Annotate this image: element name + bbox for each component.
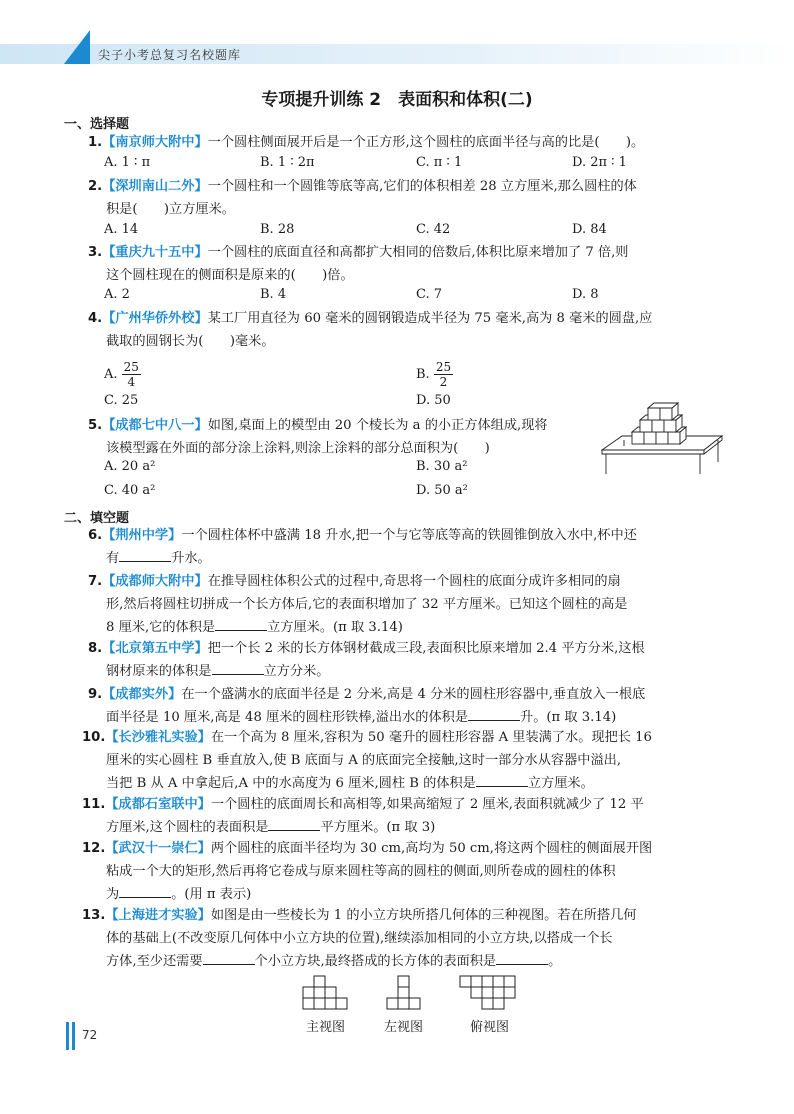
option-d[interactable]: D. 8 — [572, 287, 599, 302]
cube-table-figure — [596, 402, 726, 478]
answer-blank[interactable] — [215, 616, 267, 631]
answer-blank[interactable] — [119, 883, 171, 898]
front-view-label: 主视图 — [306, 1020, 346, 1035]
option-d[interactable]: D. 2π ∶ 1 — [572, 155, 627, 170]
section-choice-heading: 一、选择题 — [64, 117, 130, 132]
header-triangle-decoration — [64, 30, 90, 64]
question-2: 2.【深圳南山二外】一个圆柱和一个圆锥等底等高,它们的体积相差 28 立方厘米,那么圆柱的体 积是( )立方厘米。 — [88, 179, 637, 217]
option-c[interactable]: C. 42 — [416, 222, 451, 237]
fraction: $\frac{25}{4}$ — [123, 360, 139, 389]
option-d[interactable]: D. 50 — [416, 393, 451, 408]
page-title: 专项提升训练 2 表面积和体积(二) — [261, 90, 533, 110]
top-view-figure — [458, 974, 522, 1012]
answer-blank[interactable] — [203, 950, 255, 965]
series-name: 尖子小考总复习名校题库 — [98, 48, 242, 62]
option-a[interactable]: A. 2 — [104, 287, 130, 302]
fraction: $\frac{25}{2}$ — [435, 360, 452, 389]
option-c[interactable]: C. 25 — [104, 393, 139, 408]
left-view-label: 左视图 — [384, 1020, 424, 1035]
option-a[interactable]: A. $\frac{25}{4}$ — [104, 360, 139, 389]
option-a[interactable]: A. 20 a² — [104, 459, 156, 474]
question-1: 1.【南京师大附中】一个圆柱侧面展开后是一个正方形,这个圆柱的底面半径与高的比是( )。 — [88, 135, 645, 150]
answer-blank[interactable] — [119, 547, 171, 562]
option-b[interactable]: B. 30 a² — [416, 459, 468, 474]
option-c[interactable]: C. 40 a² — [104, 483, 156, 498]
question-10: 10.【长沙雅礼实验】在一个高为 8 厘米,容积为 50 毫升的圆柱形容器 A 里装满了水。现把长 16 厘米的实心圆柱 B 垂直放入,使 B 底面与 A 的底面完全接触,这时一部分水从容器中溢出, 当把 B 从 A 中拿起后,A 中的水高度为 6 厘米,圆柱 B 的体积是 立方厘米。 — [82, 730, 652, 791]
page-number: 72 — [82, 1028, 98, 1042]
option-b[interactable]: B. $\frac{25}{2}$ — [416, 360, 452, 389]
option-b[interactable]: B. 28 — [260, 222, 295, 237]
options-5-cd — [104, 483, 744, 505]
left-view-figure — [386, 974, 426, 1012]
option-c[interactable]: C. π ∶ 1 — [416, 155, 463, 170]
option-b[interactable]: B. 4 — [260, 287, 287, 302]
options-4-ab — [104, 352, 744, 389]
question-11: 11.【成都石室联中】一个圆柱的底面周长和高相等,如果高缩短了 2 厘米,表面积就减少了 12 平 方厘米,这个圆柱的表面积是 平方厘米。(π 取 3) — [82, 797, 644, 835]
option-a[interactable]: A. 14 — [104, 222, 139, 237]
question-4: 4.【广州华侨外校】某工厂用直径为 60 毫米的圆钢锻造成半径为 75 毫米,高为 8 毫米的圆盘,应 截取的圆钢长为( )毫米。 — [88, 311, 653, 349]
option-a[interactable]: A. 1 ∶ π — [104, 155, 151, 170]
front-view-figure — [298, 974, 360, 1012]
answer-blank[interactable] — [476, 772, 528, 787]
section-fill-heading: 二、填空题 — [64, 511, 130, 526]
top-view-label: 俯视图 — [470, 1020, 510, 1035]
question-5: 5.【成都七中八一】如图,桌面上的模型由 20 个棱长为 a 的小正方体组成,现将 该模型露在外面的部分涂上涂料,则涂上涂料的部分总面积为( ) — [88, 418, 548, 456]
question-6: 6.【荆州中学】一个圆柱体杯中盛满 18 升水,把一个与它等底等高的铁圆锥倒放入水中,杯中还 有 升水。 — [88, 528, 637, 566]
options-1 — [104, 155, 744, 177]
answer-blank[interactable] — [212, 660, 264, 675]
cube-stack — [632, 403, 686, 444]
answer-blank[interactable] — [268, 816, 320, 831]
answer-blank[interactable] — [496, 950, 548, 965]
question-7: 7.【成都师大附中】在推导圆柱体积公式的过程中,奇思将一个圆柱的底面分成许多相同的扇 形,然后将圆柱切拼成一个长方体后,它的表面积增加了 32 平方厘米。已知这个圆柱的高是 8 厘米,它的体积是 立方厘米。(π 取 3.14) — [88, 574, 628, 635]
question-8: 8.【北京第五中学】把一个长 2 米的长方体钢材截成三段,表面积比原来增加 2.4 平方分米,这根 钢材原来的体积是 立方分米。 — [88, 641, 645, 679]
question-12: 12.【武汉十一崇仁】两个圆柱的底面半径均为 30 cm,高均为 50 cm,将这两个圆柱的侧面展开图 粘成一个大的矩形,然后再将它卷成与原来圆柱等高的圆柱的侧面,则所卷成的圆柱的体积 为 。(用 π 表示) — [82, 841, 653, 902]
question-9: 9.【成都实外】在一个盛满水的底面半径是 2 分米,高是 4 分米的圆柱形容器中,垂直放入一根底 面半径是 10 厘米,高是 48 厘米的圆柱形铁棒,溢出水的体积是 升。(π 取 3.14) — [88, 687, 646, 725]
option-d[interactable]: D. 50 a² — [416, 483, 468, 498]
question-3: 3.【重庆九十五中】一个圆柱的底面直径和高都扩大相同的倍数后,体积比原来增加了 7 倍,则 这个圆柱现在的侧面积是原来的( )倍。 — [88, 245, 629, 283]
option-d[interactable]: D. 84 — [572, 222, 607, 237]
option-b[interactable]: B. 1 ∶ 2π — [260, 155, 315, 170]
option-c[interactable]: C. 7 — [416, 287, 443, 302]
options-3 — [104, 287, 744, 309]
answer-blank[interactable] — [468, 706, 520, 721]
question-13: 13.【上海进才实验】如图是由一些棱长为 1 的小立方块所搭几何体的三种视图。若在所搭几何 体的基础上(不改变原几何体中小立方块的位置),继续添加相同的小立方块,以搭成一个长 方体,至少还需要 个小立方块,最终搭成的长方体的表面积是 。 — [82, 908, 637, 969]
